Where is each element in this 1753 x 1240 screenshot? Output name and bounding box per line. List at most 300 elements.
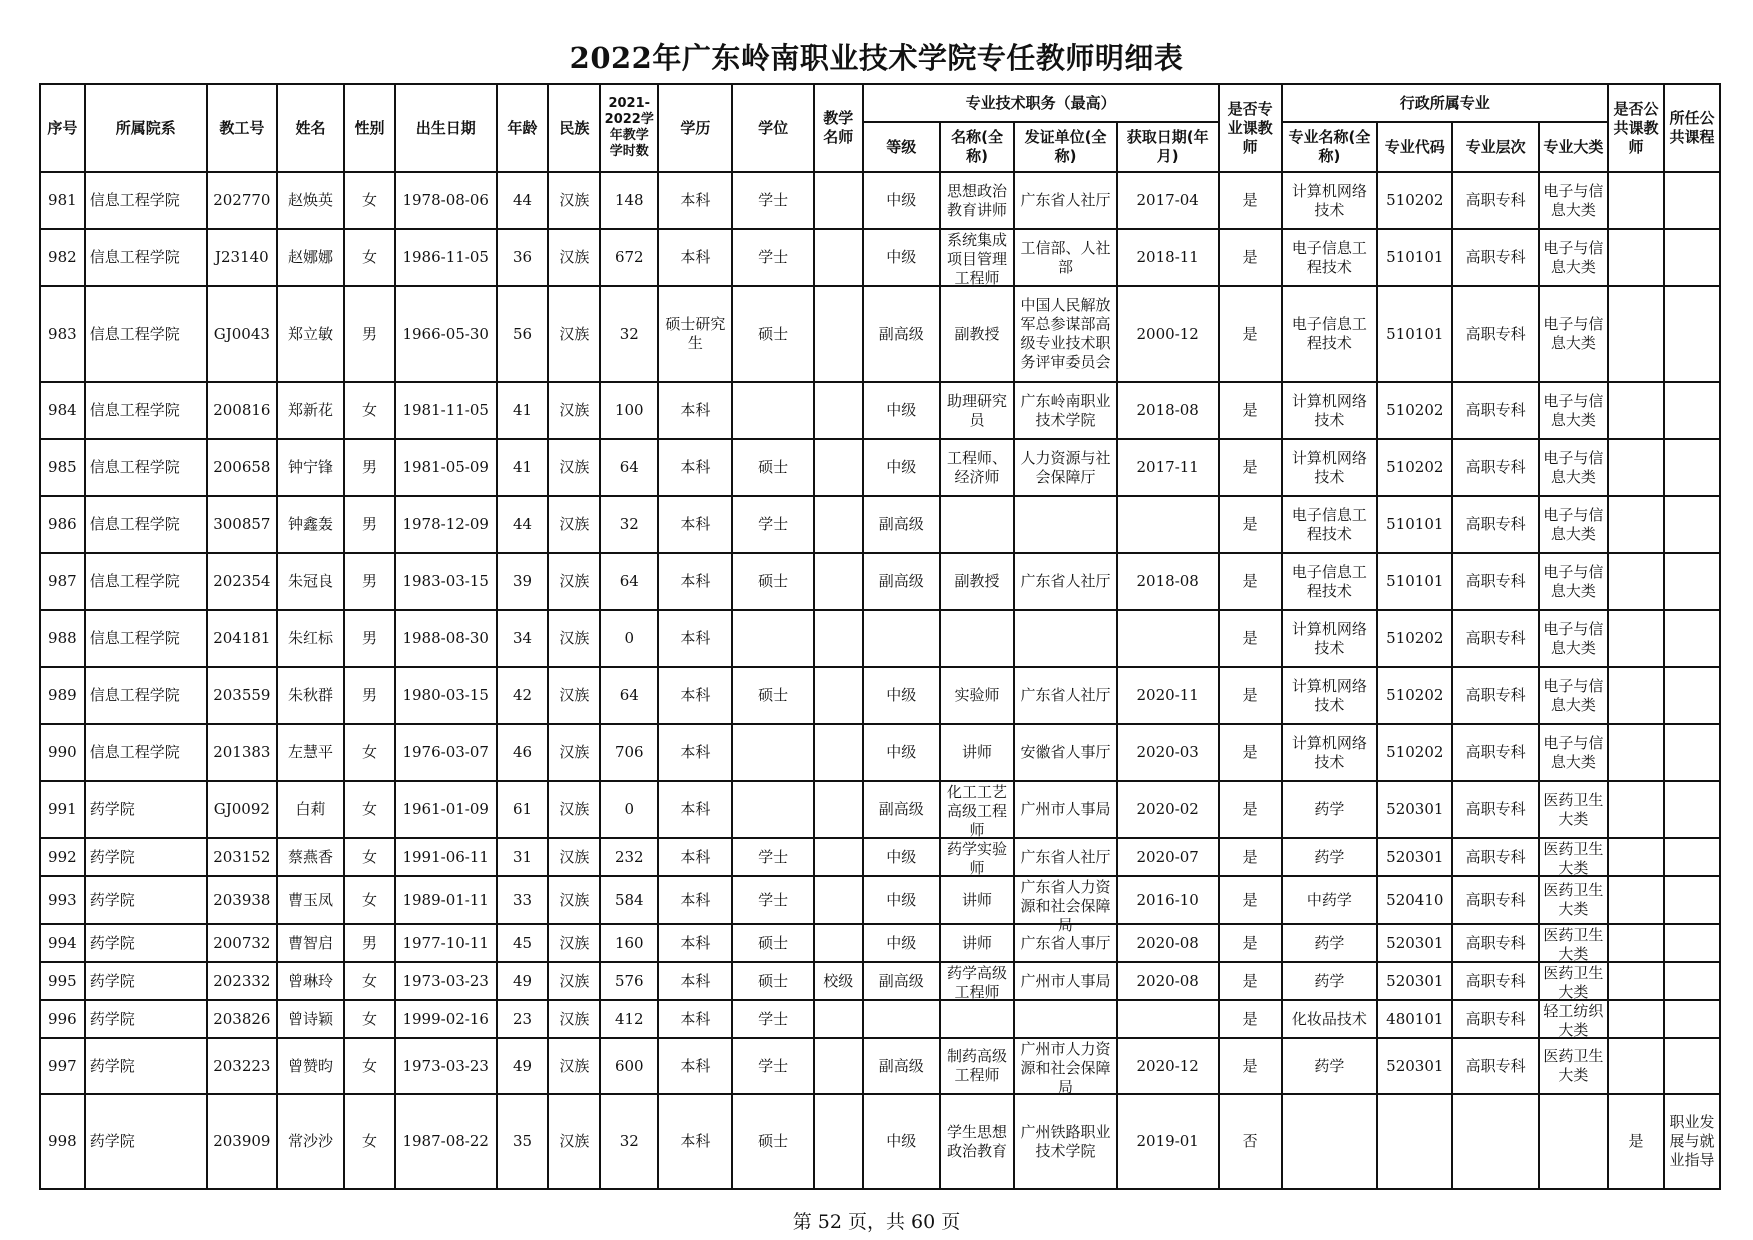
- row-degree-text: 学士: [758, 191, 789, 209]
- table-row: [40, 667, 1720, 724]
- row-ethnicity: [548, 667, 600, 724]
- row-major-level: [1452, 496, 1538, 553]
- row-college: [85, 724, 207, 781]
- row-name-text: 钟鑫轰: [287, 515, 333, 533]
- row-name: [277, 229, 344, 286]
- row-gender: [344, 382, 395, 439]
- row-major-category-text: 医药卫生大类: [1543, 1047, 1604, 1084]
- row-famous-teacher: [814, 610, 863, 667]
- row-name-text: 左慧平: [287, 743, 333, 761]
- row-major-category: [1539, 382, 1608, 439]
- row-famous-teacher: [814, 876, 863, 924]
- row-birth-text: 1999-02-16: [402, 1009, 489, 1028]
- row-major-name-text: 计算机网络技术: [1291, 391, 1367, 429]
- table-row: [40, 439, 1720, 496]
- row-staff-id: [207, 781, 277, 838]
- row-ethnicity: [548, 553, 600, 610]
- row-major-level: [1452, 382, 1538, 439]
- row-birth: [395, 172, 497, 229]
- row-seq: [40, 439, 85, 496]
- row-education-text: 本科: [680, 971, 711, 990]
- row-gender: [344, 496, 395, 553]
- row-major-level-text: 高职专科: [1465, 971, 1526, 990]
- row-is-public-teacher: [1608, 496, 1664, 553]
- table-row: [40, 1038, 1720, 1094]
- row-major-name: [1282, 439, 1378, 496]
- row-major-name-text: 计算机网络技术: [1291, 181, 1367, 219]
- row-age-text: 23: [512, 1009, 533, 1028]
- row-seq-text: 989: [48, 686, 77, 704]
- row-grade: [863, 724, 940, 781]
- row-hours: [600, 667, 658, 724]
- row-education: [658, 382, 732, 439]
- row-staff-id-text: 200732: [213, 933, 271, 952]
- row-name: [277, 1000, 344, 1038]
- row-staff-id-text: GJ0043: [213, 324, 270, 343]
- row-education: [658, 172, 732, 229]
- row-major-category: [1539, 781, 1608, 838]
- row-title-name-text: 学生思想政治教育: [947, 1122, 1008, 1160]
- row-ethnicity: [548, 781, 600, 838]
- row-college-text: 信息工程学院: [89, 572, 180, 590]
- row-name: [277, 382, 344, 439]
- header-degree: 学位: [732, 84, 813, 172]
- row-grade-text: 副高级: [878, 971, 924, 990]
- row-age-text: 46: [512, 743, 533, 761]
- row-major-level-text: 高职专科: [1465, 629, 1526, 647]
- row-major-code: [1377, 838, 1452, 876]
- row-education-text: 本科: [680, 629, 711, 647]
- row-issuer: [1014, 1038, 1117, 1094]
- row-major-category: [1539, 724, 1608, 781]
- row-hours: [600, 838, 658, 876]
- row-hours: [600, 962, 658, 1000]
- row-major-level: [1452, 553, 1538, 610]
- row-education: [658, 286, 732, 382]
- row-degree-text: 硕士: [758, 1132, 789, 1150]
- row-degree-text: 硕士: [758, 324, 789, 343]
- row-is-major-teacher-text: 是: [1242, 572, 1258, 590]
- row-major-name: [1282, 1038, 1378, 1094]
- table-row: [40, 924, 1720, 962]
- row-major-code: [1377, 1000, 1452, 1038]
- row-title-name-text: 实验师: [954, 686, 1000, 704]
- row-gender: [344, 838, 395, 876]
- row-major-level: [1452, 838, 1538, 876]
- row-age-text: 61: [512, 800, 533, 818]
- row-is-major-teacher-text: 是: [1242, 1009, 1258, 1028]
- row-gender-text: 女: [361, 890, 377, 909]
- row-hours-text: 32: [619, 1132, 639, 1150]
- table-row: [40, 1000, 1720, 1038]
- row-is-major-teacher: [1219, 610, 1282, 667]
- row-age-text: 36: [512, 248, 533, 266]
- row-title-name: [940, 1038, 1014, 1094]
- row-hours-text: 64: [619, 458, 639, 476]
- row-major-level-text: 高职专科: [1465, 401, 1526, 419]
- row-ethnicity-text: 汉族: [559, 629, 590, 647]
- row-birth-text: 1981-05-09: [402, 458, 489, 476]
- row-major-level: [1452, 172, 1538, 229]
- row-staff-id-text: 203938: [213, 890, 271, 909]
- row-college: [85, 229, 207, 286]
- row-grade-text: 中级: [886, 248, 917, 266]
- row-major-category: [1539, 924, 1608, 962]
- row-major-code-text: 520301: [1386, 971, 1444, 990]
- row-major-level: [1452, 439, 1538, 496]
- row-gender-text: 女: [361, 1056, 377, 1075]
- page-title: 2022年广东岭南职业技术学院专任教师明细表: [569, 41, 1184, 75]
- row-ethnicity-text: 汉族: [559, 800, 590, 818]
- row-is-public-teacher: [1608, 553, 1664, 610]
- row-is-major-teacher-text: 是: [1242, 971, 1258, 990]
- row-degree-text: 学士: [758, 515, 789, 533]
- row-education-text: 本科: [680, 191, 711, 209]
- row-is-major-teacher-text: 是: [1242, 933, 1258, 952]
- row-major-name-text: 药学: [1314, 847, 1345, 866]
- row-seq: [40, 667, 85, 724]
- row-title-name-text: 制药高级工程师: [947, 1047, 1008, 1084]
- row-title-name-text: 药学高级工程师: [947, 964, 1008, 1001]
- row-birth: [395, 439, 497, 496]
- row-seq: [40, 172, 85, 229]
- row-seq-text: 982: [48, 248, 77, 266]
- row-education-text: 本科: [680, 1056, 711, 1075]
- row-staff-id-text: J23140: [214, 248, 269, 266]
- row-birth-text: 1973-03-23: [402, 1056, 489, 1075]
- row-staff-id-text: 300857: [213, 515, 271, 533]
- row-name-text: 白莉: [295, 800, 326, 818]
- row-is-major-teacher: [1219, 1000, 1282, 1038]
- row-issuer-text: 广东省人社厅: [1020, 686, 1111, 704]
- row-degree-text: 学士: [758, 248, 789, 266]
- row-name-text: 郑新花: [287, 401, 333, 419]
- row-age-text: 49: [512, 971, 533, 990]
- row-is-major-teacher: [1219, 496, 1282, 553]
- row-issuer: [1014, 1094, 1117, 1189]
- row-seq: [40, 610, 85, 667]
- row-seq: [40, 924, 85, 962]
- row-obtain-date-text: 2020-08: [1136, 971, 1199, 990]
- row-public-course: [1664, 781, 1720, 838]
- row-major-name: [1282, 1094, 1378, 1189]
- row-obtain-date: [1117, 781, 1219, 838]
- row-staff-id-text: 204181: [213, 629, 271, 647]
- row-major-name-text: 药学: [1314, 933, 1345, 952]
- row-birth: [395, 1094, 497, 1189]
- row-ethnicity-text: 汉族: [559, 191, 590, 209]
- row-gender-text: 女: [361, 1009, 377, 1028]
- row-hours-text: 32: [619, 324, 639, 343]
- row-major-name: [1282, 876, 1378, 924]
- row-is-public-teacher: [1608, 439, 1664, 496]
- row-gender-text: 女: [361, 743, 377, 761]
- row-degree: [732, 838, 813, 876]
- row-issuer-text: 广东省人社厅: [1020, 572, 1111, 590]
- row-gender: [344, 439, 395, 496]
- row-college: [85, 667, 207, 724]
- row-grade: [863, 924, 940, 962]
- row-seq-text: 983: [48, 324, 77, 343]
- row-college-text: 信息工程学院: [89, 629, 180, 647]
- row-is-major-teacher-text: 是: [1242, 629, 1258, 647]
- row-seq-text: 986: [48, 515, 77, 533]
- row-major-category-text: 电子与信息大类: [1543, 676, 1604, 714]
- row-gender-text: 女: [361, 800, 377, 818]
- row-education-text: 本科: [680, 1132, 711, 1150]
- row-birth-text: 1976-03-07: [402, 743, 489, 761]
- row-major-name: [1282, 838, 1378, 876]
- row-grade-text: 副高级: [878, 515, 924, 533]
- row-major-code: [1377, 876, 1452, 924]
- row-gender: [344, 962, 395, 1000]
- row-obtain-date-text: 2018-08: [1136, 401, 1199, 419]
- table-row: [40, 1094, 1720, 1189]
- row-degree-text: 学士: [758, 1056, 789, 1075]
- row-famous-teacher: [814, 1000, 863, 1038]
- row-education: [658, 496, 732, 553]
- row-hours-text: 100: [614, 401, 644, 419]
- row-title-name-text: 副教授: [954, 324, 1000, 343]
- table-row: [40, 838, 1720, 876]
- row-title-name: [940, 724, 1014, 781]
- row-education-text: 本科: [680, 890, 711, 909]
- row-name: [277, 724, 344, 781]
- row-age-text: 45: [512, 933, 533, 952]
- row-name-text: 曾琳玲: [287, 971, 333, 990]
- row-major-category: [1539, 229, 1608, 286]
- row-education-text: 本科: [680, 743, 711, 761]
- row-gender-text: 女: [361, 847, 377, 866]
- row-seq-text: 990: [48, 743, 77, 761]
- row-education: [658, 610, 732, 667]
- row-age: [497, 838, 549, 876]
- row-birth: [395, 496, 497, 553]
- row-famous-teacher: [814, 1038, 863, 1094]
- row-issuer: [1014, 781, 1117, 838]
- row-is-major-teacher: [1219, 439, 1282, 496]
- row-title-name: [940, 876, 1014, 924]
- row-name: [277, 876, 344, 924]
- row-college: [85, 172, 207, 229]
- row-famous-teacher: [814, 553, 863, 610]
- header-title-name: 名称(全称): [940, 122, 1014, 172]
- row-major-name-text: 药学: [1314, 1056, 1345, 1075]
- row-grade: [863, 553, 940, 610]
- row-college: [85, 610, 207, 667]
- row-seq: [40, 724, 85, 781]
- row-birth-text: 1988-08-30: [402, 629, 489, 647]
- row-grade-text: 中级: [886, 1132, 917, 1150]
- row-college-text: 药学院: [89, 1056, 135, 1075]
- row-birth: [395, 838, 497, 876]
- row-major-name-text: 计算机网络技术: [1291, 676, 1367, 714]
- row-obtain-date-text: 2000-12: [1136, 324, 1199, 343]
- row-major-level: [1452, 876, 1538, 924]
- row-major-code: [1377, 229, 1452, 286]
- row-obtain-date-text: 2018-11: [1136, 248, 1199, 266]
- row-issuer: [1014, 439, 1117, 496]
- header-major-name: 专业名称(全称): [1282, 122, 1378, 172]
- row-ethnicity-text: 汉族: [559, 515, 590, 533]
- row-hours-text: 160: [614, 933, 644, 952]
- row-major-level: [1452, 1000, 1538, 1038]
- row-issuer-text: 广东岭南职业技术学院: [1020, 391, 1111, 429]
- row-seq: [40, 1000, 85, 1038]
- row-obtain-date: [1117, 724, 1219, 781]
- row-college-text: 信息工程学院: [89, 686, 180, 704]
- row-college-text: 信息工程学院: [89, 515, 180, 533]
- row-gender: [344, 724, 395, 781]
- row-name: [277, 781, 344, 838]
- row-major-name: [1282, 724, 1378, 781]
- row-degree-text: 学士: [758, 1009, 789, 1028]
- row-ethnicity-text: 汉族: [559, 248, 590, 266]
- row-college: [85, 1094, 207, 1189]
- row-is-public-teacher: [1608, 1038, 1664, 1094]
- row-staff-id-text: 203559: [213, 686, 271, 704]
- row-birth: [395, 1000, 497, 1038]
- row-age-text: 34: [512, 629, 533, 647]
- row-degree-text: 硕士: [758, 572, 789, 590]
- row-education: [658, 229, 732, 286]
- row-gender-text: 男: [361, 572, 377, 590]
- row-major-name: [1282, 172, 1378, 229]
- row-birth-text: 1987-08-22: [402, 1132, 489, 1150]
- row-obtain-date: [1117, 229, 1219, 286]
- row-ethnicity: [548, 172, 600, 229]
- row-grade-text: 中级: [886, 890, 917, 909]
- row-education-text: 本科: [680, 515, 711, 533]
- row-staff-id-text: 200816: [213, 401, 271, 419]
- row-obtain-date: [1117, 1000, 1219, 1038]
- row-major-level-text: 高职专科: [1465, 1056, 1526, 1075]
- row-age-text: 41: [512, 401, 533, 419]
- row-major-category-text: 电子与信息大类: [1543, 315, 1604, 352]
- row-famous-teacher: [814, 439, 863, 496]
- row-staff-id: [207, 724, 277, 781]
- header-issuer: 发证单位(全称): [1014, 122, 1117, 172]
- row-age: [497, 876, 549, 924]
- row-gender: [344, 1038, 395, 1094]
- row-degree: [732, 382, 813, 439]
- row-degree: [732, 496, 813, 553]
- row-seq-text: 998: [48, 1132, 77, 1150]
- row-major-code-text: 520301: [1386, 1056, 1444, 1075]
- row-is-major-teacher: [1219, 382, 1282, 439]
- row-major-name-text: 电子信息工程技术: [1291, 315, 1367, 352]
- row-education: [658, 838, 732, 876]
- row-seq: [40, 838, 85, 876]
- row-title-name-text: 讲师: [962, 743, 993, 761]
- row-major-category: [1539, 962, 1608, 1000]
- row-gender: [344, 286, 395, 382]
- row-issuer-text: 广东省人事厅: [1020, 933, 1111, 952]
- row-college-text: 信息工程学院: [89, 458, 180, 476]
- row-seq: [40, 781, 85, 838]
- row-hours-text: 672: [614, 248, 644, 266]
- row-public-course: [1664, 1094, 1720, 1189]
- row-major-level-text: 高职专科: [1465, 890, 1526, 909]
- row-hours: [600, 286, 658, 382]
- row-public-course: [1664, 876, 1720, 924]
- row-major-name: [1282, 924, 1378, 962]
- row-is-major-teacher: [1219, 553, 1282, 610]
- row-public-course: [1664, 496, 1720, 553]
- row-title-name: [940, 172, 1014, 229]
- row-major-level: [1452, 1094, 1538, 1189]
- row-education-text: 本科: [680, 401, 711, 419]
- row-birth: [395, 610, 497, 667]
- row-major-category-text: 医药卫生大类: [1543, 790, 1604, 828]
- row-gender-text: 女: [361, 401, 377, 419]
- row-staff-id-text: GJ0092: [213, 800, 270, 818]
- row-ethnicity-text: 汉族: [559, 933, 590, 952]
- row-hours: [600, 172, 658, 229]
- row-major-level-text: 高职专科: [1465, 191, 1526, 209]
- row-issuer: [1014, 496, 1117, 553]
- row-age: [497, 439, 549, 496]
- row-major-name-text: 电子信息工程技术: [1291, 562, 1367, 600]
- row-famous-teacher: [814, 724, 863, 781]
- row-title-name: [940, 229, 1014, 286]
- row-title-name: [940, 1094, 1014, 1189]
- row-obtain-date: [1117, 382, 1219, 439]
- row-major-name: [1282, 553, 1378, 610]
- row-is-public-teacher-text: 是: [1628, 1132, 1644, 1150]
- row-seq-text: 992: [48, 847, 77, 866]
- row-ethnicity-text: 汉族: [559, 1009, 590, 1028]
- teacher-table: [39, 83, 1721, 1190]
- row-title-name: [940, 553, 1014, 610]
- row-major-code-text: 510202: [1386, 629, 1444, 647]
- row-major-name: [1282, 382, 1378, 439]
- row-is-major-teacher-text: 是: [1242, 324, 1258, 343]
- row-seq-text: 997: [48, 1056, 77, 1075]
- row-major-name: [1282, 229, 1378, 286]
- row-ethnicity-text: 汉族: [559, 324, 590, 343]
- row-obtain-date-text: 2020-02: [1136, 800, 1199, 818]
- row-degree: [732, 172, 813, 229]
- row-major-name-text: 药学: [1314, 800, 1345, 818]
- row-issuer-text: 广州市人事局: [1020, 800, 1111, 818]
- row-age-text: 56: [512, 324, 533, 343]
- row-college: [85, 924, 207, 962]
- row-is-major-teacher-text: 是: [1242, 515, 1258, 533]
- row-obtain-date: [1117, 962, 1219, 1000]
- row-grade: [863, 382, 940, 439]
- row-major-category-text: 电子与信息大类: [1543, 562, 1604, 600]
- row-is-public-teacher: [1608, 876, 1664, 924]
- row-ethnicity: [548, 439, 600, 496]
- row-birth: [395, 1038, 497, 1094]
- row-is-public-teacher: [1608, 1000, 1664, 1038]
- row-public-course: [1664, 838, 1720, 876]
- row-birth: [395, 924, 497, 962]
- row-education-text: 本科: [680, 686, 711, 704]
- row-birth-text: 1981-11-05: [402, 401, 489, 419]
- row-hours-text: 0: [624, 629, 635, 647]
- row-major-level-text: 高职专科: [1465, 686, 1526, 704]
- row-seq-text: 988: [48, 629, 77, 647]
- row-major-code: [1377, 667, 1452, 724]
- row-degree: [732, 1000, 813, 1038]
- row-age-text: 44: [512, 515, 533, 533]
- row-major-code-text: 520301: [1386, 933, 1444, 952]
- row-grade-text: 副高级: [878, 1056, 924, 1075]
- row-issuer: [1014, 229, 1117, 286]
- row-seq: [40, 1038, 85, 1094]
